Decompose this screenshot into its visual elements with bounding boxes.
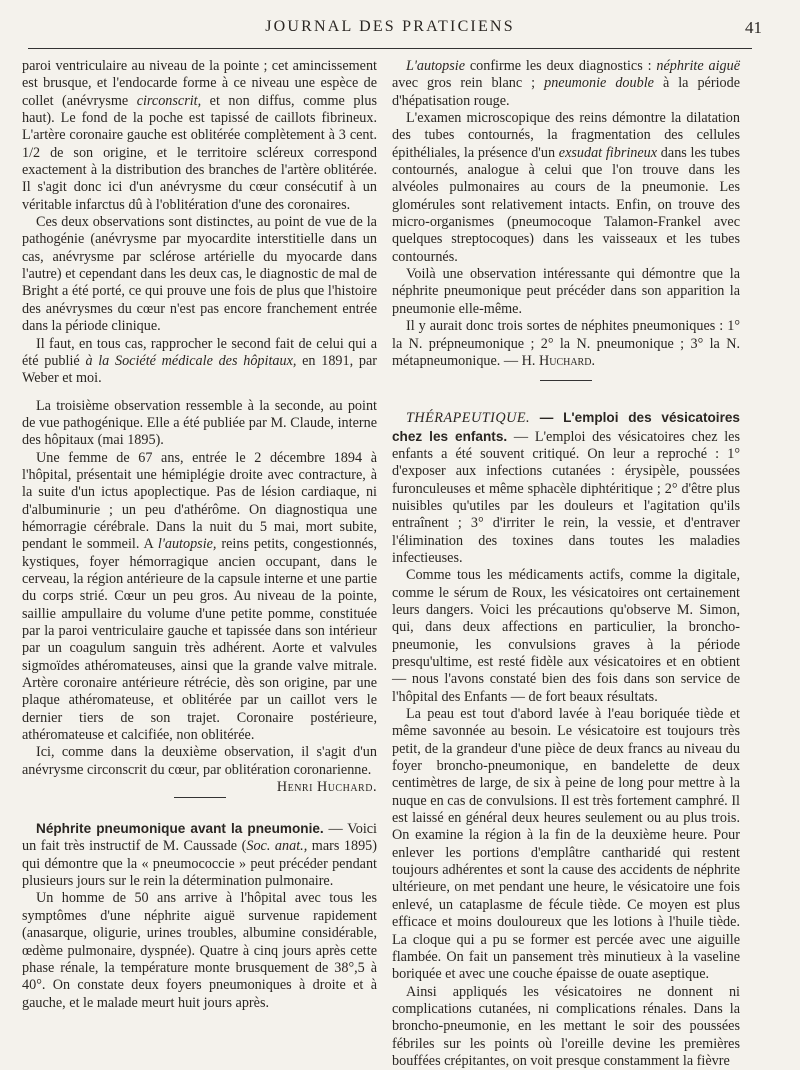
section-divider bbox=[174, 797, 226, 798]
paragraph: Voilà une observation intéressante qui démontre que la néphrite pneumonique peut précéder dans son apparition la pneumonie elle-même. bbox=[392, 266, 740, 317]
paragraph: Ici, comme dans la deuxième observation, il s'agit d'un anévrysme circonscrit du cœur, par oblitération coronarienne. Henri Huchard. bbox=[22, 744, 377, 796]
paragraph: L'examen microscopique des reins démontre la dilatation des tubes contournés, la fragmentation des cellules épithéliales, la présence d'un exsudat fibrineux dans les tubes contournés, analogue à celui que l'on trouve dans les alvéoles pulmonaires au cours de la pneumonie. Les glomérules sont relativement intacts. Enfin, on trouve des micro-organismes (pneumocoque Talamon-Frankel avec quelques streptocoques) dans les vaisseaux et les tubes contournés. bbox=[392, 110, 740, 265]
left-column bbox=[22, 58, 377, 1012]
header-rule bbox=[28, 48, 752, 49]
journal-title: JOURNAL DES PRATICIENS bbox=[265, 18, 515, 35]
paragraph: Une femme de 67 ans, entrée le 2 décembre 1894 à l'hôpital, présentait une hémiplégie droite avec contracture, à la suite d'un ictus apoplectique. Pas de lésion cardiaque, ni d'albuminurie ; un peu d'athérôme. On diagnostiqua une hémorragie cérébrale. Dans la nuit du 5 mai, mort subite, pendant le sommeil. A l'autopsie, reins petits, congestionnés, kystiques, foyer hémorragique ancien occupant, dans le cerveau, la région antérieure de la capsule interne et une partie du corps strié. Cœur un peu gros. Au niveau de la pointe, saillie ampullaire du volume d'une petite pomme, constituée par la paroi ventriculaire gauche et tapissée dans son intérieur par un coagulum sanguin très adhérent. Aorte et valvules sigmoïdes athéromateuses, ainsi que la grande valve mitrale. Artère coronaire antérieure rétrécie, dès son origine, par une plaque athéromateuse, et oblitérée par un caillot vers le dernier tiers de son trajet. Coronaire postérieure, athéromateuse et calcifiée, non oblitérée. bbox=[22, 449, 377, 744]
paragraph: Comme tous les médicaments actifs, comme la digitale, comme le sérum de Roux, les vésicatoires ont certainement leurs dangers. Voici les précautions qu'observe M. Simon, qui, dans deux affections en particulier, la broncho-pneumonie, les convulsions graves à la période presqu'ultime, est resté fidèle aux vésicatoires et en obtient — nous l'avons constaté bien des fois dans son service de l'hôpital des Enfants — de fort beaux résultats. bbox=[392, 567, 740, 705]
paragraph: THÉRAPEUTIQUE. — L'emploi des vésicatoires chez les enfants. — L'emploi des vésicatoires chez les enfants a été souvent critiqué. On leur a reproché : 1° d'exposer aux infections cutanées : érysipèle, poussées furonculeuses et même sphacèle diphtéritique ; 2° d'être plus nuisibles qu'utiles par les douleurs et l'agitation qu'ils entraînent ; 3° d'irriter le rein, la vessie, et d'entraver l'élimination des toxines dans toutes les maladies infectieuses. bbox=[392, 410, 740, 566]
section-subheading: — L'emploi des vésicatoires chez les enfants. bbox=[392, 410, 740, 444]
page-number: 41 bbox=[745, 18, 762, 37]
paragraph: Ces deux observations sont distinctes, au point de vue de la pathogénie (anévrysme par myocardite interstitielle dans un cas, anévrysme par sclérose artérielle du myocarde dans l'autre) et cependant dans les deux cas, le diagnostic de mal de Bright a été porté, ce qui prouve une fois de plus que l'histoire des anévrysmes du cœur n'est pas encore franchement entrée dans la période clinique. bbox=[22, 214, 377, 335]
paragraph: L'autopsie confirme les deux diagnostics : néphrite aiguë avec gros rein blanc ; pneumonie double à la période d'hépatisation rouge. bbox=[392, 58, 740, 109]
section-heading: Néphrite pneumonique avant la pneumonie. bbox=[36, 821, 324, 837]
section-heading: THÉRAPEUTIQUE. bbox=[406, 410, 531, 427]
author-signature: H. Huchard. bbox=[521, 352, 595, 369]
right-column bbox=[392, 58, 740, 1070]
paragraph: La peau est tout d'abord lavée à l'eau boriquée tiède et même savonnée au besoin. Le vésicatoire est toujours très petit, de la grandeur d'une pièce de deux francs au niveau du foyer broncho-pneumonique, en bandelette de deux centimètres de large, de six à peine de long pour mettre à la nuque en cas de convulsions. Il est très fortement camphré. Il est laissé en général deux heures seulement ou au plus trois. On examine la région à la fin de la deuxième heure. Pour enlever les portions d'emplâtre cantharidé qui restent toujours adhérentes et sont la cause des accidents de néphrite ultérieure, on met pendant une heure, le vésicatoire une fois enlevé, un cataplasme de fécule tiède. Ce moyen est plus efficace et moins douloureux que les lotions à l'huile tiède. La cloque qui a pu se former est percée avec une aiguille flambée. On fait un pansement très minutieux à la vaseline boriquée et avec une couche épaisse de ouate aseptique. bbox=[392, 706, 740, 983]
paragraph: La troisième observation ressemble à la seconde, au point de vue pathogénique. Elle a été publiée par M. Claude, interne des hôpitaux (mai 1895). bbox=[22, 397, 377, 449]
paragraph: Ainsi appliqués les vésicatoires ne donnent ni complications cutanées, ni complications rénales. Dans la broncho-pneumonie, en les mettant le soir des poussées fébriles sur les points où l'oreille devine les premières bouffées crépitantes, on voit presque constamment la fièvre bbox=[392, 983, 740, 1069]
section-divider bbox=[540, 380, 592, 381]
paragraph: Il faut, en tous cas, rapprocher le second fait de celui qui a été publié à la Société médicale des hôpitaux, en 1891, par Weber et moi. bbox=[22, 335, 377, 387]
page-header bbox=[30, 18, 762, 44]
paragraph: Un homme de 50 ans arrive à l'hôpital avec tous les symptômes d'une néphrite aiguë survenue rapidement (anasarque, oligurie, urines troubles, albumine considérable, œdème pulmonaire, dyspnée). Quatre à cinq jours après cette phase rénale, la température monte brusquement de 38°,5 à 40°. On constate deux foyers pneumoniques à droite et à gauche, et le malade meurt huit jours après. bbox=[22, 890, 377, 1011]
paragraph: Néphrite pneumonique avant la pneumonie. — Voici un fait très instructif de M. Caussade (Soc. anat., mars 1895) qui démontre que la « pneumococcie » peut précéder pendant plusieurs jours sur le rein la détermination pulmonaire. bbox=[22, 821, 378, 890]
paragraph: paroi ventriculaire au niveau de la pointe ; cet amincissement est brusque, et l'endocarde forme à ce niveau une espèce de collet (anévrysme circonscrit, et non diffus, comme plus haut). Le fond de la poche est tapissé de caillots fibrineux. L'artère coronaire gauche est oblitérée complètement à 3 cent. 1/2 de son origine, et le territoire scléreux correspond exactement à la distribution des branches de l'artère oblitérée. Il s'agit donc ici d'un anévrysme du cœur consécutif à un véritable infarctus dû à l'oblitération d'une des coronaires. bbox=[22, 58, 377, 213]
paragraph: Il y aurait donc trois sortes de néphites pneumoniques : 1° la N. prépneumonique ; 2° la N. pneumonique ; 3° la N. métapneumonique. — H. Huchard. bbox=[392, 318, 740, 369]
author-signature: Henri Huchard. bbox=[276, 779, 377, 796]
